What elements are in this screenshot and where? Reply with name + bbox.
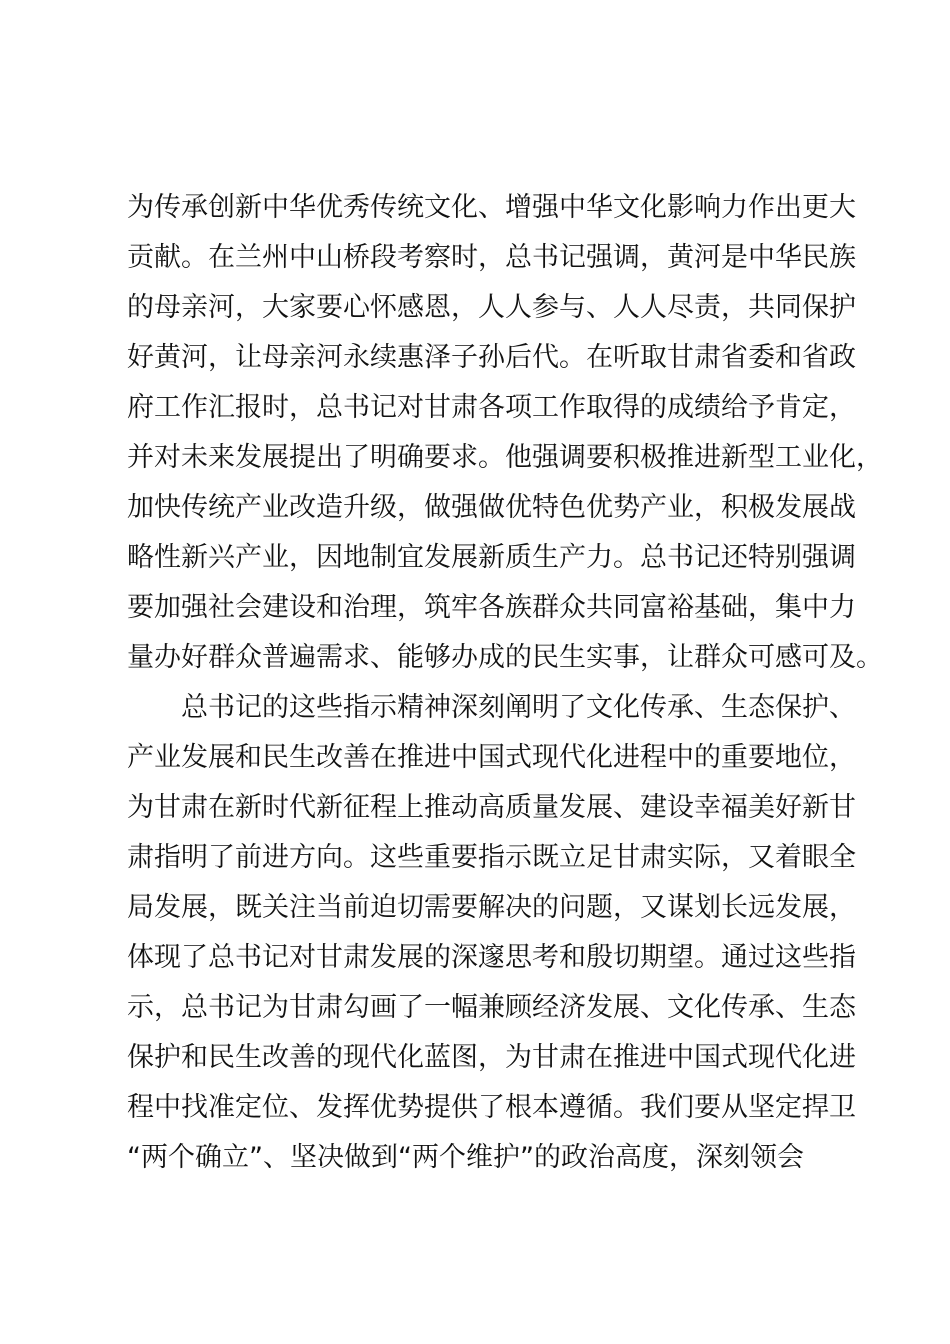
text-line: 府工作汇报时，总书记对甘肃各项工作取得的成绩给予肯定， xyxy=(127,392,856,423)
text-line: 略性新兴产业，因地制宜发展新质生产力。总书记还特别强调 xyxy=(127,542,856,573)
text-line: 加快传统产业改造升级，做强做优特色优势产业，积极发展战 xyxy=(127,492,856,523)
text-line: 肃指明了前进方向。这些重要指示既立足甘肃实际，又着眼全 xyxy=(127,842,856,873)
text-line: 为传承创新中华优秀传统文化、增强中华文化影响力作出更大 xyxy=(127,192,856,223)
text-line: 保护和民生改善的现代化蓝图，为甘肃在推进中国式现代化进 xyxy=(127,1042,856,1073)
text-line: 好黄河，让母亲河永续惠泽子孙后代。在听取甘肃省委和省政 xyxy=(127,342,856,373)
text-line: 产业发展和民生改善在推进中国式现代化进程中的重要地位， xyxy=(127,742,856,773)
text-line: 局发展，既关注当前迫切需要解决的问题，又谋划长远发展， xyxy=(127,892,856,923)
paragraph-start-line: 总书记的这些指示精神深刻阐明了文化传承、生态保护、 xyxy=(127,692,856,723)
text-line: 要加强社会建设和治理，筑牢各族群众共同富裕基础，集中力 xyxy=(127,592,856,623)
text-line: 为甘肃在新时代新征程上推动高质量发展、建设幸福美好新甘 xyxy=(127,792,856,823)
text-line: “两个确立”、坚决做到“两个维护”的政治高度，深刻领会 xyxy=(127,1142,804,1173)
text-line: 示，总书记为甘肃勾画了一幅兼顾经济发展、文化传承、生态 xyxy=(127,992,856,1023)
text-line: 并对未来发展提出了明确要求。他强调要积极推进新型工业化， xyxy=(127,442,883,473)
text-line: 贡献。在兰州中山桥段考察时，总书记强调，黄河是中华民族 xyxy=(127,242,856,273)
document-body xyxy=(127,183,883,1183)
text-line: 量办好群众普遍需求、能够办成的民生实事，让群众可感可及。 xyxy=(127,642,883,673)
text-line: 体现了总书记对甘肃发展的深邃思考和殷切期望。通过这些指 xyxy=(127,942,856,973)
text-line: 的母亲河，大家要心怀感恩，人人参与、人人尽责，共同保护 xyxy=(127,292,856,323)
text-line: 程中找准定位、发挥优势提供了根本遵循。我们要从坚定捍卫 xyxy=(127,1092,856,1123)
